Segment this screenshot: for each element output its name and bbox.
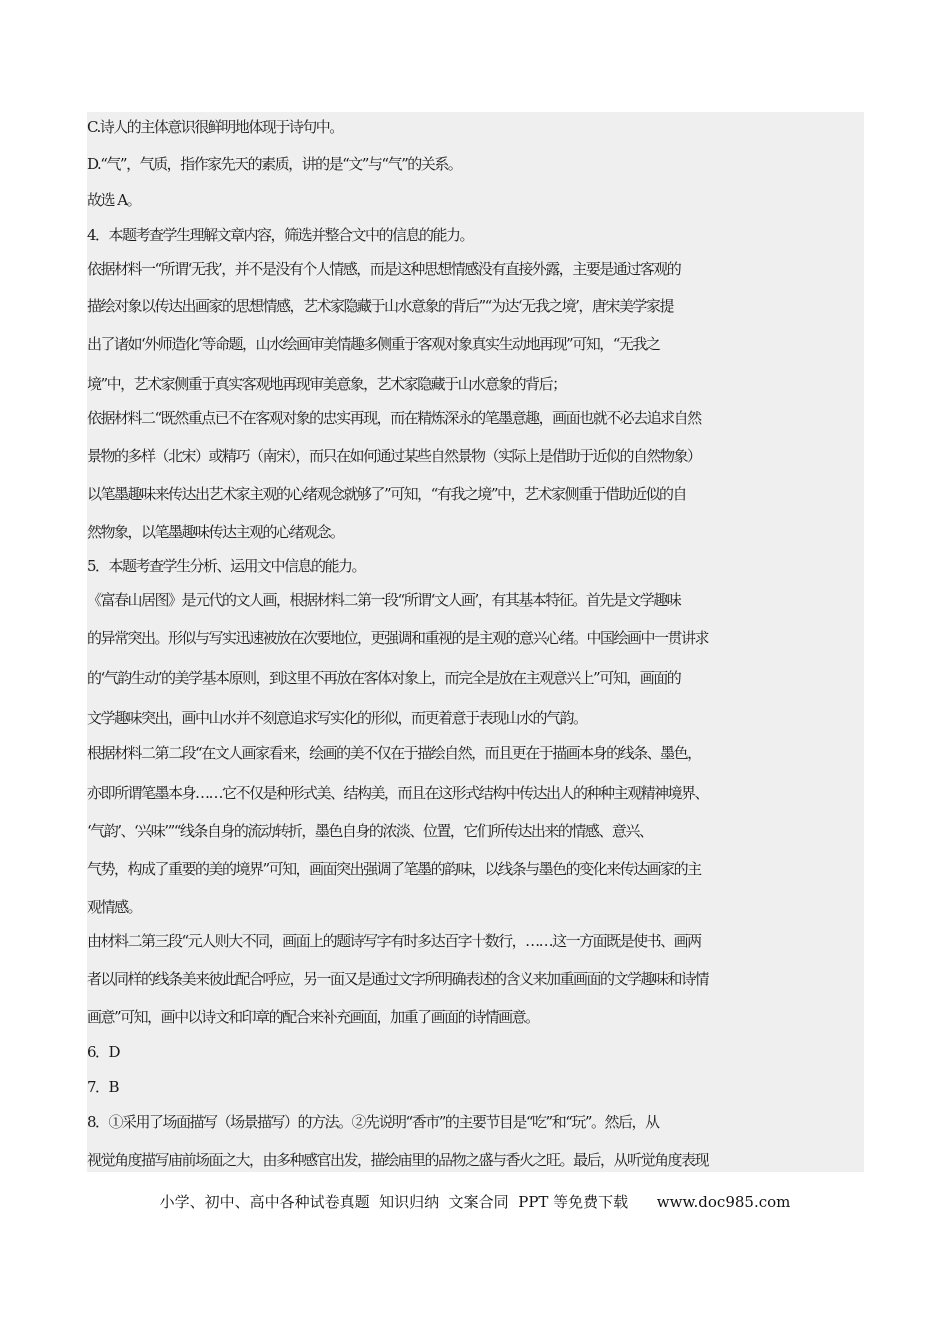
- text-line: 画意”可知，画中以诗文和印章的配合来补充画面，加重了画面的诗情画意。: [87, 1008, 539, 1026]
- text-line: 文学趣味突出，画中山水并不刻意追求写实化的形似，而更着意于表现山水的气韵。: [87, 709, 587, 727]
- text-line: 5．本题考查学生分析、运用文中信息的能力。: [87, 557, 366, 575]
- text-line: 亦即所谓笔墨本身……它不仅是种形式美、结构美，而且在这形式结构中传达出人的种种主观精神境界、: [87, 784, 709, 802]
- text-line: C.诗人的主体意识很鲜明地体现于诗句中。: [87, 118, 343, 136]
- text-line: 的异常突出。形似与写实迅速被放在次要地位，更强调和重视的是主观的意兴心绪。中国绘画中一贯讲求: [87, 629, 709, 647]
- text-line: 观情感。: [87, 898, 142, 916]
- text-line: 的‘气韵生动’的美学基本原则，到这里不再放在客体对象上，而完全是放在主观意兴上”可知，画面的: [87, 669, 681, 687]
- document-body: [87, 112, 864, 1172]
- text-line: 然物象，以笔墨趣味传达主观的心绪观念。: [87, 523, 344, 541]
- text-line: 依据材料二“既然重点已不在客观对象的忠实再现，而在精炼深永的笔墨意趣，画面也就不必去追求自然: [87, 409, 701, 427]
- text-line: 《富春山居图》是元代的文人画，根据材料二第一段“所谓‘文人画’，有其基本特征。首先是文学趣味: [87, 591, 681, 609]
- text-line: 由材料二第三段“元人则大不同，画面上的题诗写字有时多达百字十数行，……这一方面既是使书、画两: [87, 932, 701, 950]
- text-line: 气势，构成了重要的美的境界”可知，画面突出强调了笔墨的韵味，以线条与墨色的变化来传达画家的主: [87, 860, 701, 878]
- text-line: 出了诸如‘外师造化’等命题，山水绘画审美情趣多侧重于客观对象真实生动地再现”可知，“无我之: [87, 335, 660, 353]
- text-line: D.“气”，气质，指作家先天的素质，讲的是“文”与“气”的关系。: [87, 155, 462, 173]
- text-line: 者以同样的线条美来彼此配合呼应，另一面又是通过文字所明确表述的含义来加重画面的文学趣味和诗情: [87, 970, 709, 988]
- text-line: 境”中，艺术家侧重于真实客观地再现审美意象，艺术家隐藏于山水意象的背后；: [87, 375, 566, 393]
- text-line: 视觉角度描写庙前场面之大，由多种感官出发，描绘庙里的品物之盛与香火之旺。最后，从听觉角度表现: [87, 1151, 709, 1169]
- text-line: ‘气韵’、‘兴味’”“线条自身的流动转折，墨色自身的浓淡、位置，它们所传达出来的情感、意兴、: [87, 822, 653, 840]
- text-line: 6．D: [87, 1043, 120, 1061]
- text-line: 7．B: [87, 1078, 119, 1096]
- page-footer: 小学、初中、高中各种试卷真题 知识归纳 文案合同 PPT 等免费下载 www.doc985.com: [159, 1193, 791, 1211]
- text-line: 4．本题考查学生理解文章内容，筛选并整合文中的信息的能力。: [87, 226, 474, 244]
- text-line: 依据材料一“所谓‘无我’，并不是没有个人情感，而是这种思想情感没有直接外露，主要是通过客观的: [87, 260, 681, 278]
- text-line: 景物的多样（北宋）或精巧（南宋），而只在如何通过某些自然景物（实际上是借助于近似的自然物象）: [87, 447, 701, 465]
- text-line: 描绘对象以传达出画家的思想情感，艺术家隐藏于山水意象的背后”“为达‘无我之境’，唐宋美学家提: [87, 297, 673, 315]
- text-line: 故选 A。: [87, 191, 141, 209]
- text-line: 以笔墨趣味来传达出艺术家主观的心绪观念就够了”可知，“有我之境”中，艺术家侧重于借助近似的自: [87, 485, 687, 503]
- text-line: 8．①采用了场面描写（场景描写）的方法。②先说明“香市”的主要节目是“吃”和“玩”。然后，从: [87, 1113, 659, 1131]
- text-line: 根据材料二第二段“在文人画家看来，绘画的美不仅在于描绘自然，而且更在于描画本身的线条、墨色，: [87, 744, 701, 762]
